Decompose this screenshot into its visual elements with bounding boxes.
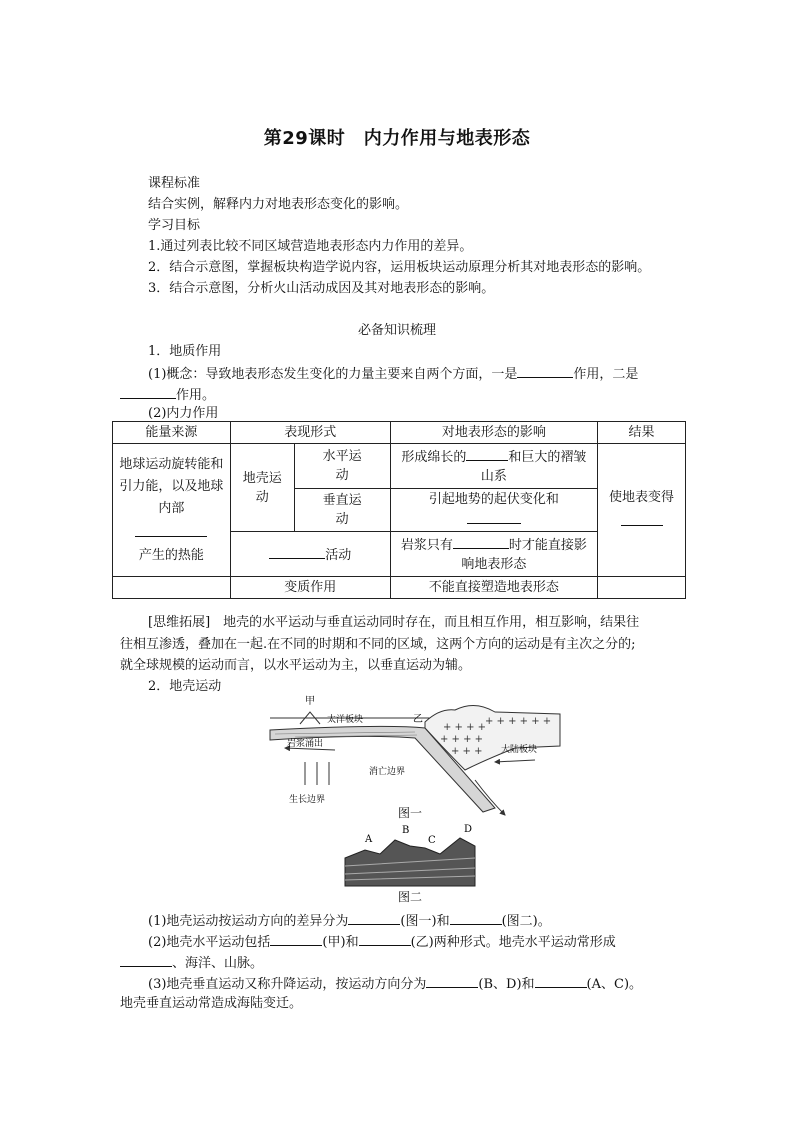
blank-field[interactable] (359, 931, 411, 946)
energy-text-b: 产生的热能 (138, 547, 204, 563)
upwelling-arrows (305, 762, 329, 785)
magma-text: 活动 (325, 547, 352, 563)
table-header-cell: 结果 (598, 422, 686, 444)
h-effect-a: 形成绵长的 (401, 450, 467, 465)
fig2-caption: 图二 (398, 890, 423, 904)
s1-heading: 1．地质作用 (148, 344, 222, 359)
result-text: 使地表变得 (609, 490, 675, 505)
q2-line-1 (148, 931, 616, 953)
table-header-cell: 表现形式 (230, 422, 390, 444)
fig1-label: 甲 (305, 696, 315, 707)
v-effect: 引起地势的起伏变化和 (428, 492, 559, 507)
standard-heading: 课程标准 (148, 176, 201, 191)
fig1-label: 生长边界 (289, 795, 326, 805)
result-cell (598, 444, 686, 577)
q1-text-c: (图二)。 (501, 914, 551, 929)
objective-item-3: 3．结合示意图，分析火山活动成因及其对地表形态的影响。 (148, 281, 495, 296)
q3-line-2: 地壳垂直运动常造成海陆变迁。 (120, 996, 303, 1011)
objectives-heading: 学习目标 (148, 218, 201, 233)
extension-line-3: 就全球规模的运动而言，以水平运动为主，以垂直运动为辅。 (120, 658, 472, 673)
fig1-label: 大陆板块 (501, 745, 538, 755)
blank-field[interactable] (135, 522, 207, 537)
q3-text-a: (3)地壳垂直运动又称升降运动，按运动方向分为 (148, 977, 427, 992)
meta-effect-cell: 不能直接塑造地表形态 (390, 577, 598, 599)
objective-item-2: 2．结合示意图，掌握板块构造学说内容，运用板块运动原理分析其对地表形态的影响。 (148, 260, 651, 275)
section-title: 必备知识梳理 (357, 323, 436, 338)
blank-field[interactable] (270, 931, 322, 946)
standard-text: 结合实例，解释内力对地表形态变化的影响。 (148, 197, 409, 212)
q1-text-a: (1)地壳运动按运动方向的差异分为 (148, 914, 349, 929)
h-effect-b: 和巨大的褶皱山系 (480, 450, 587, 484)
concept-line-1 (148, 363, 638, 385)
table-row (113, 577, 686, 599)
page-title: 第29课时 内力作用与地表形态 (263, 128, 531, 149)
vertical-cell: 垂直运动 (294, 489, 390, 532)
q2-line-2 (120, 952, 263, 974)
plus-marks: + + + + (440, 734, 484, 745)
fig2-label: D (464, 824, 473, 835)
table-header-cell: 对地表形态的影响 (390, 422, 598, 444)
fig1-label: 太洋板块 (327, 715, 364, 725)
q3-text-c: (A、C)。 (586, 977, 643, 992)
q1-line (148, 910, 551, 932)
fig1-label: 消亡边界 (369, 767, 406, 777)
fig2-label: C (428, 835, 436, 846)
blank-field[interactable] (426, 973, 478, 988)
fig1-caption: 图一 (398, 806, 423, 820)
horizontal-effect-cell (390, 444, 598, 489)
table-header-row (113, 422, 686, 444)
table-row (113, 444, 686, 489)
blank-field[interactable] (120, 384, 176, 399)
empty-cell (113, 577, 231, 599)
blank-field[interactable] (621, 511, 663, 526)
plus-marks: + + + (451, 746, 483, 757)
plus-marks: + + + + (443, 722, 487, 733)
plus-marks: + + + + + + (485, 716, 552, 727)
q2-text-b: (甲)和 (322, 935, 359, 950)
blank-field[interactable] (450, 910, 502, 925)
metamorphism-cell: 变质作用 (230, 577, 390, 599)
concept-line-2 (120, 384, 215, 406)
internal-heading: (2)内力作用 (148, 406, 219, 421)
q3-text-b: (B、D)和 (478, 977, 535, 992)
q2-text-d: 、海洋、山脉。 (172, 956, 264, 971)
fig1-label: 岩浆涌出 (287, 739, 324, 749)
fig2-label: A (365, 834, 373, 845)
fig2-label: B (402, 825, 410, 836)
energy-text-a: 地球运动旋转能和引力能，以及地球内部 (119, 456, 224, 516)
blank-field[interactable] (269, 544, 325, 559)
magma-cell (230, 532, 390, 577)
blank-field[interactable] (466, 446, 508, 461)
vertical-effect-cell (390, 489, 598, 532)
table-header-cell: 能量来源 (113, 422, 231, 444)
q2-text-a: (2)地壳水平运动包括 (148, 935, 271, 950)
blank-field[interactable] (467, 509, 521, 524)
concept-text-c: 作用。 (176, 388, 216, 403)
energy-source-cell (113, 444, 231, 577)
blank-field[interactable] (120, 952, 172, 967)
magma-effect-b: 时才能直接影响地表形态 (461, 538, 587, 572)
crust-movement-cell: 地壳运动 (230, 444, 294, 532)
concept-text-b: 作用，二是 (573, 367, 639, 382)
extension-text-1: 地壳的水平运动与垂直运动同时存在，而且相互作用，相互影响，结果往 (210, 615, 640, 630)
motion-arrow (495, 760, 535, 762)
empty-cell (598, 577, 686, 599)
concept-text-a: (1)概念：导致地表形态发生变化的力量主要来自两个方面，一是 (148, 367, 518, 382)
objective-item-1: 1.通过列表比较不同区域营造地表形态内力作用的差异。 (148, 239, 473, 254)
blank-field[interactable] (453, 534, 509, 549)
blank-field[interactable] (348, 910, 400, 925)
s2-heading: 2．地壳运动 (148, 679, 222, 694)
q3-line-1 (148, 973, 642, 995)
magma-effect-a: 岩浆只有 (400, 538, 453, 553)
q2-text-c: (乙)两种形式。地壳水平运动常形成 (410, 935, 616, 950)
fig1-label: 乙 (413, 714, 423, 725)
magma-effect-cell (390, 532, 598, 577)
horizontal-cell: 水平运动 (294, 444, 390, 489)
q1-text-b: (图一)和 (400, 914, 450, 929)
extension-line-1 (148, 613, 639, 633)
extension-line-2: 往相互渗透，叠加在一起.在不同的时期和不同的区域，这两个方向的运动是有主次之分的; (120, 637, 636, 652)
blank-field[interactable] (517, 363, 573, 378)
blank-field[interactable] (535, 973, 587, 988)
extension-label: [思维拓展] (148, 615, 211, 630)
internal-force-table (112, 421, 686, 599)
